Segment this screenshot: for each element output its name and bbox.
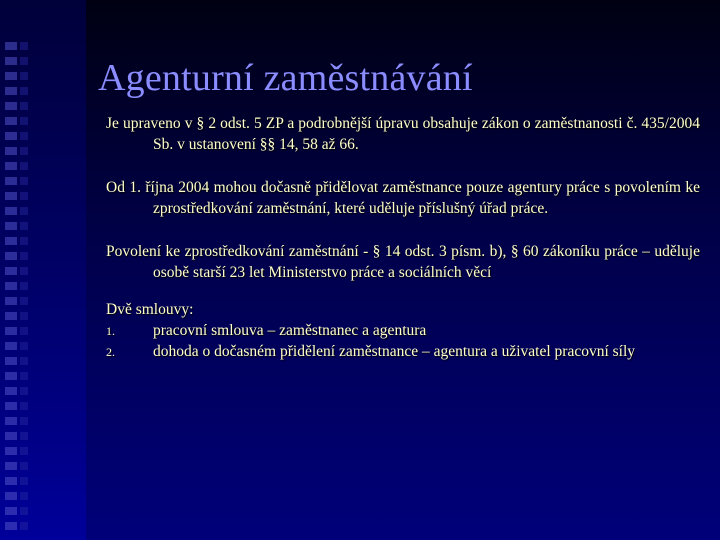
slide-title: Agenturní zaměstnávání	[98, 57, 473, 99]
list-item-number: 2.	[106, 345, 115, 359]
list-item-number: 1.	[106, 324, 115, 338]
list-item-text: pracovní smlouva – zaměstnanec a agentura	[153, 322, 427, 339]
decorative-squares-column-inner	[20, 42, 28, 534]
paragraph-agencies: Od 1. října 2004 mohou dočasně přidělovat zaměstnance pouze agentury práce s povolením ke zprostředkování zaměstnání, které uděluje příslušný úřad práce.	[106, 179, 700, 217]
list-item	[106, 341, 700, 362]
paragraph-legal-basis: Je upraveno v § 2 odst. 5 ZP a podrobnější úpravu obsahuje zákon o zaměstnanosti č. 435/2004 Sb. v ustanovení §§ 14, 58 až 66.	[106, 115, 700, 153]
contracts-list	[106, 320, 700, 362]
list-item	[106, 320, 700, 341]
list-item-text: dohoda o dočasném přidělení zaměstnance – agentura a uživatel pracovní síly	[153, 343, 636, 360]
paragraph-permit: Povolení ke zprostředkování zaměstnání - § 14 odst. 3 písm. b), § 60 zákoníku práce – uděluje osobě starší 23 let Ministerstvo práce a sociálních věcí	[106, 243, 700, 281]
contracts-heading: Dvě smlouvy:	[106, 301, 194, 318]
slide-body	[106, 113, 700, 362]
decorative-squares-column	[5, 42, 17, 534]
